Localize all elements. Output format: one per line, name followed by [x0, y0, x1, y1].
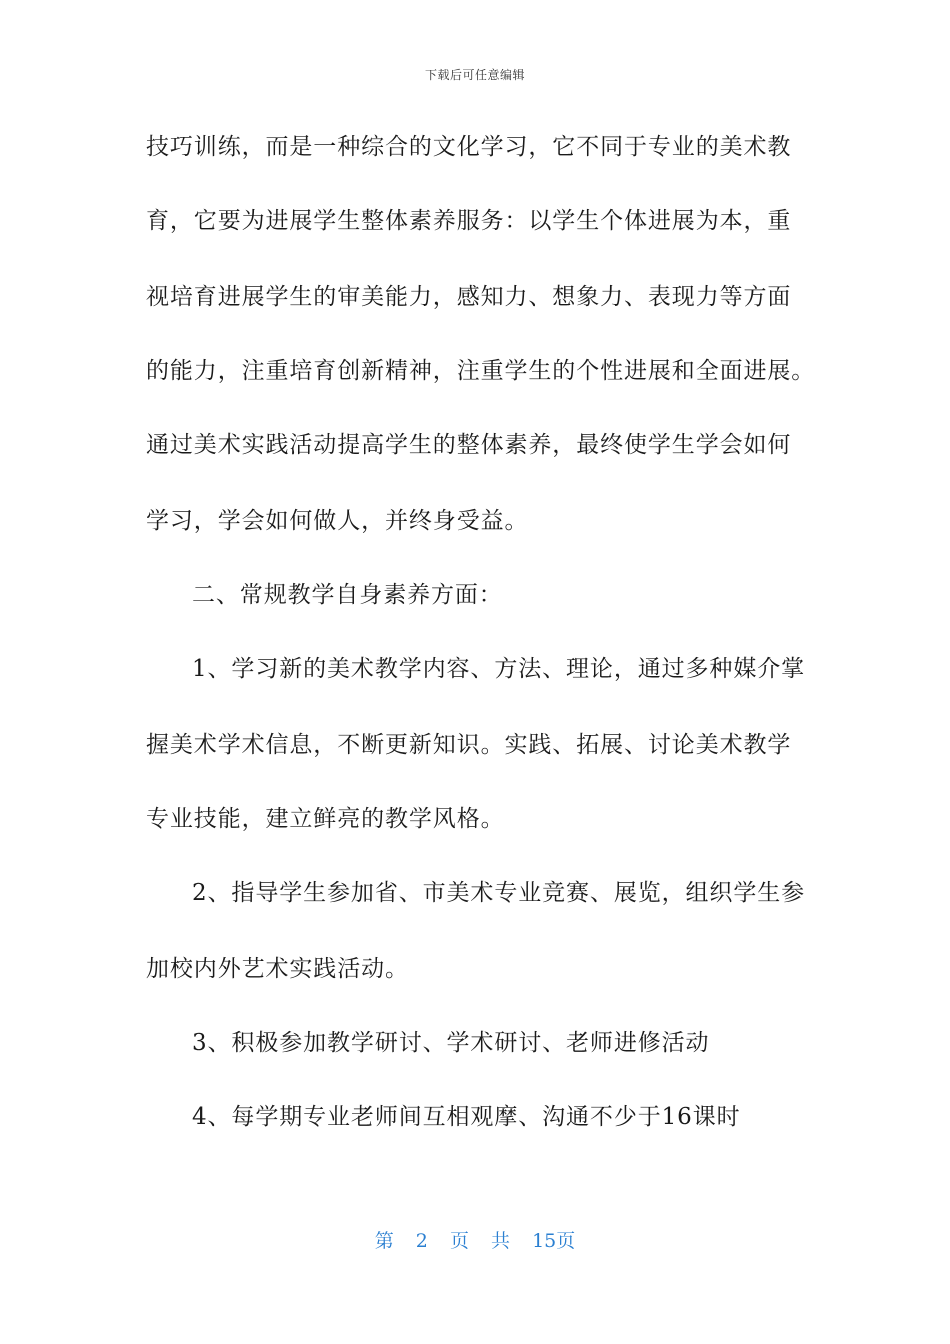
body-line-1: 技巧训练，而是一种综合的文化学习，它不同于专业的美术教	[146, 134, 792, 160]
page-number-footer	[0, 1226, 950, 1253]
body-line-2: 育，它要为进展学生整体素养服务：以学生个体进展为本，重	[146, 208, 792, 234]
footer-prefix: 第	[374, 1230, 394, 1252]
header-note: 下载后可任意编辑	[424, 68, 525, 82]
item-1-line-1: 1、学习新的美术教学内容、方法、理论，通过多种媒介掌	[192, 656, 806, 682]
item-2-line-1: 2、指导学生参加省、市美术专业竞赛、展览，组织学生参	[192, 880, 806, 906]
item-1-line-2: 握美术学术信息，不断更新知识。实践、拓展、讨论美术教学	[146, 732, 792, 758]
body-line-4: 的能力，注重培育创新精神，注重学生的个性进展和全面进展。	[146, 358, 816, 384]
body-line-5: 通过美术实践活动提高学生的整体素养，最终使学生学会如何	[146, 432, 792, 458]
item-2-line-2: 加校内外艺术实践活动。	[146, 956, 409, 982]
item-4-line-1: 4、每学期专业老师间互相观摩、沟通不少于16课时	[192, 1104, 741, 1130]
footer-total-word: 共	[491, 1230, 511, 1252]
footer-page-word: 页	[449, 1230, 469, 1252]
section-heading: 二、常规教学自身素养方面：	[192, 582, 503, 608]
footer-total-pages: 15页	[532, 1230, 576, 1252]
body-line-6: 学习，学会如何做人，并终身受益。	[146, 508, 529, 534]
body-line-3: 视培育进展学生的审美能力，感知力、想象力、表现力等方面	[146, 284, 792, 310]
item-3-line-1: 3、积极参加教学研讨、学术研讨、老师进修活动	[192, 1030, 710, 1056]
item-1-line-3: 专业技能，建立鲜亮的教学风格。	[146, 806, 505, 832]
footer-current-page: 2	[415, 1230, 428, 1252]
